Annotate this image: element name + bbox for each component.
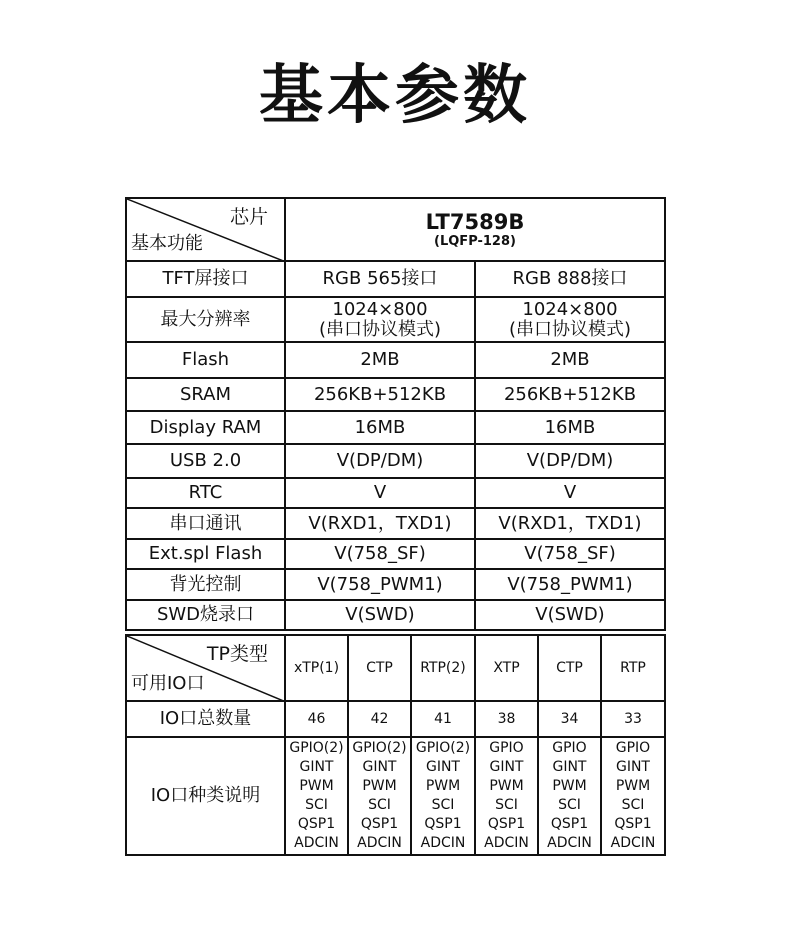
row-label: Display RAM [126,411,285,444]
io-type: GINT [489,759,524,775]
tp-type-cell: CTP [348,635,411,701]
resolution-value: 1024×800 [522,298,618,320]
chip-name: LT7589B [425,209,525,234]
table-row [126,411,665,444]
io-count-cell: 38 [475,701,538,737]
row-value-888: V(758_PWM1) [475,569,665,600]
resolution-mode: (串口协议模式) [318,318,442,340]
io-type: GINT [552,759,587,775]
row-value-888: RGB 888接口 [475,261,665,297]
spec-corner-cell [126,198,285,261]
tp-type-cell: XTP [475,635,538,701]
table-row [126,478,665,508]
table-row [126,378,665,411]
row-value-565: RGB 565接口 [285,261,475,297]
row-value-888: V(758_SF) [475,539,665,569]
io-count-row [126,701,665,737]
row-value-888: V(SWD) [475,600,665,630]
row-value-888 [475,297,665,342]
spec-header-row [126,198,665,261]
row-value-888: 256KB+512KB [475,378,665,411]
row-label: Ext.spl Flash [126,539,285,569]
io-type: ADCIN [420,835,466,851]
row-label: 背光控制 [126,569,285,600]
io-table [125,634,666,856]
io-count-cell: 46 [285,701,348,737]
io-header-row [126,635,665,701]
io-desc-cell [285,737,348,855]
io-type: QSP1 [614,816,652,832]
io-type: PWM [615,778,651,794]
io-desc-row [126,737,665,855]
io-type: ADCIN [484,835,529,851]
io-type: PWM [362,778,397,794]
io-count-cell: 41 [411,701,475,737]
table-row [126,569,665,600]
io-type: GPIO(2) [415,740,471,756]
row-label: IO口总数量 [126,701,285,737]
table-row [126,297,665,342]
io-desc-cell [411,737,475,855]
io-type: QSP1 [424,816,462,832]
row-value-565: 2MB [285,342,475,378]
io-type: PWM [552,778,587,794]
tp-type-cell: RTP(2) [411,635,475,701]
row-value-565: V(758_SF) [285,539,475,569]
row-label: 串口通讯 [126,508,285,539]
io-type: QSP1 [297,816,336,832]
chip-header-cell [285,198,665,261]
row-value-565: V [285,478,475,508]
io-type: ADCIN [610,835,656,851]
io-type: QSP1 [360,816,399,832]
row-label: IO口种类说明 [126,737,285,855]
row-value-888: V(RXD1，TXD1) [475,508,665,539]
io-desc-cell [348,737,411,855]
corner-chip-label: 芯片 [229,206,268,228]
page-title: 基本参数 [259,59,531,133]
io-type: GINT [615,759,650,775]
io-type: SCI [495,797,518,813]
io-type: GINT [362,759,397,775]
io-type: PWM [489,778,524,794]
corner-io-label: 可用IO口 [131,673,205,694]
tp-type-cell: CTP [538,635,601,701]
io-type: GPIO [489,740,524,756]
row-label: TFT屏接口 [126,261,285,297]
io-count-cell: 42 [348,701,411,737]
io-type: PWM [425,778,461,794]
io-type: QSP1 [550,816,589,832]
table-row [126,261,665,297]
resolution-value: 1024×800 [332,298,428,320]
io-desc-cell [475,737,538,855]
row-value-888: V [475,478,665,508]
resolution-mode: (串口协议模式) [508,318,632,340]
row-value-565: V(DP/DM) [285,444,475,478]
table-row [126,444,665,478]
io-count-cell: 34 [538,701,601,737]
tp-type-cell: RTP [601,635,665,701]
chip-package: (LQFP-128) [434,233,516,249]
table-row [126,539,665,569]
row-value-565: 256KB+512KB [285,378,475,411]
io-type: GPIO [615,740,651,756]
io-type: SCI [558,797,581,813]
spec-table [125,197,666,631]
io-type: SCI [305,797,328,813]
table-row [126,600,665,630]
io-type: ADCIN [547,835,592,851]
io-type: QSP1 [487,816,526,832]
io-type: GPIO [552,740,587,756]
row-value-565 [285,297,475,342]
io-type: GPIO(2) [352,740,407,756]
io-type: ADCIN [357,835,402,851]
corner-feature-label: 基本功能 [131,233,203,254]
row-value-888: 2MB [475,342,665,378]
row-value-565: V(RXD1，TXD1) [285,508,475,539]
tp-type-cell: xTP(1) [285,635,348,701]
row-label: RTC [126,478,285,508]
io-type: SCI [431,797,455,813]
io-type: PWM [299,778,334,794]
row-label: Flash [126,342,285,378]
io-type: GINT [425,759,460,775]
io-type: SCI [621,797,645,813]
io-desc-cell [601,737,665,855]
row-label: SRAM [126,378,285,411]
table-row [126,342,665,378]
row-value-565: 16MB [285,411,475,444]
row-label: 最大分辨率 [126,297,285,342]
io-type: GPIO(2) [289,740,344,756]
io-corner-cell [126,635,285,701]
row-value-565: V(SWD) [285,600,475,630]
corner-tp-label: TP类型 [206,643,268,665]
row-label: USB 2.0 [126,444,285,478]
io-type: ADCIN [294,835,339,851]
io-type: SCI [368,797,391,813]
io-desc-cell [538,737,601,855]
row-value-888: V(DP/DM) [475,444,665,478]
row-value-888: 16MB [475,411,665,444]
io-count-cell: 33 [601,701,665,737]
table-row [126,508,665,539]
row-label: SWD烧录口 [126,600,285,630]
io-type: GINT [299,759,334,775]
row-value-565: V(758_PWM1) [285,569,475,600]
